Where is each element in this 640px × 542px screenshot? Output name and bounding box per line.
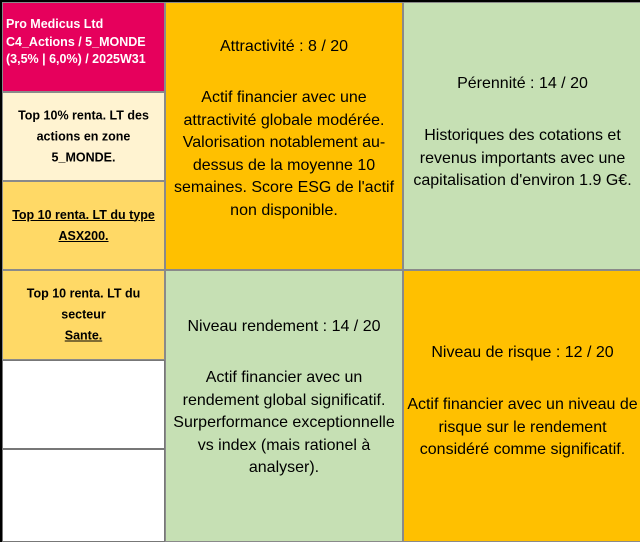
description-line: revenus importants avec une — [419, 149, 626, 167]
asset-category: C4_Actions / 5_MONDE — [6, 34, 146, 49]
ranking-type-line2: ASX200. — [58, 228, 109, 243]
attractivite-title: Attractivité : 8 / 20 — [219, 38, 349, 55]
rendement-description — [172, 367, 396, 480]
risque-description — [406, 394, 639, 462]
risque-title: Niveau de risque : 12 / 20 — [431, 344, 614, 361]
description-line: non disponible. — [230, 201, 338, 219]
empty-cell — [2, 449, 165, 542]
description-line: capitalisation d'environ 1.9 G€. — [413, 172, 632, 189]
ranking-sector-line1: Top 10 renta. LT du secteur — [26, 286, 141, 322]
description-line: Actif financier avec une — [201, 89, 367, 106]
description-line: analyser). — [248, 459, 320, 476]
description-line: rendement global significatif. — [182, 391, 386, 409]
description-line: attractivité globale modérée. — [183, 111, 385, 129]
ranking-zone-line2: actions en zone 5_MONDE. — [36, 129, 131, 164]
description-line: semaines. Score ESG de l'actif — [173, 179, 395, 196]
ranking-sector-line2: Sante. — [64, 328, 103, 343]
rendement-cell — [165, 270, 403, 542]
description-line: Actif financier avec un — [205, 369, 363, 386]
company-name: Pro Medicus Ltd — [6, 17, 104, 31]
description-line: Surperformance exceptionnelle — [173, 414, 395, 431]
perennite-title: Pérennité : 14 / 20 — [457, 75, 588, 92]
perennite-description — [410, 125, 635, 193]
ranking-type-cell — [2, 181, 165, 270]
description-line: Valorisation notablement au- — [182, 134, 386, 151]
ranking-type-line1: Top 10 renta. LT du type — [12, 207, 155, 222]
description-line: Actif financier avec un niveau de — [407, 396, 638, 413]
period-label: (3,5% | 6,0%) / 2025W31 — [6, 52, 146, 66]
description-line: considéré comme significatif. — [419, 441, 626, 458]
description-line: risque sur le rendement — [438, 418, 607, 436]
rendement-title: Niveau rendement : 14 / 20 — [187, 318, 381, 335]
description-line: dessus de la moyenne 10 — [192, 156, 376, 174]
asset-identity-cell — [2, 2, 165, 92]
empty-cell — [2, 360, 165, 449]
risque-cell — [403, 270, 640, 542]
perennite-cell — [403, 2, 640, 270]
attractivite-description — [172, 87, 396, 222]
description-line: vs index (mais rationel à — [197, 436, 371, 454]
ranking-sector-cell — [2, 270, 165, 360]
ranking-zone-cell — [2, 92, 165, 181]
ranking-zone-line1: Top 10% renta. LT des — [18, 108, 149, 122]
attractivite-cell — [165, 2, 403, 270]
description-line: Historiques des cotations et — [424, 127, 621, 144]
